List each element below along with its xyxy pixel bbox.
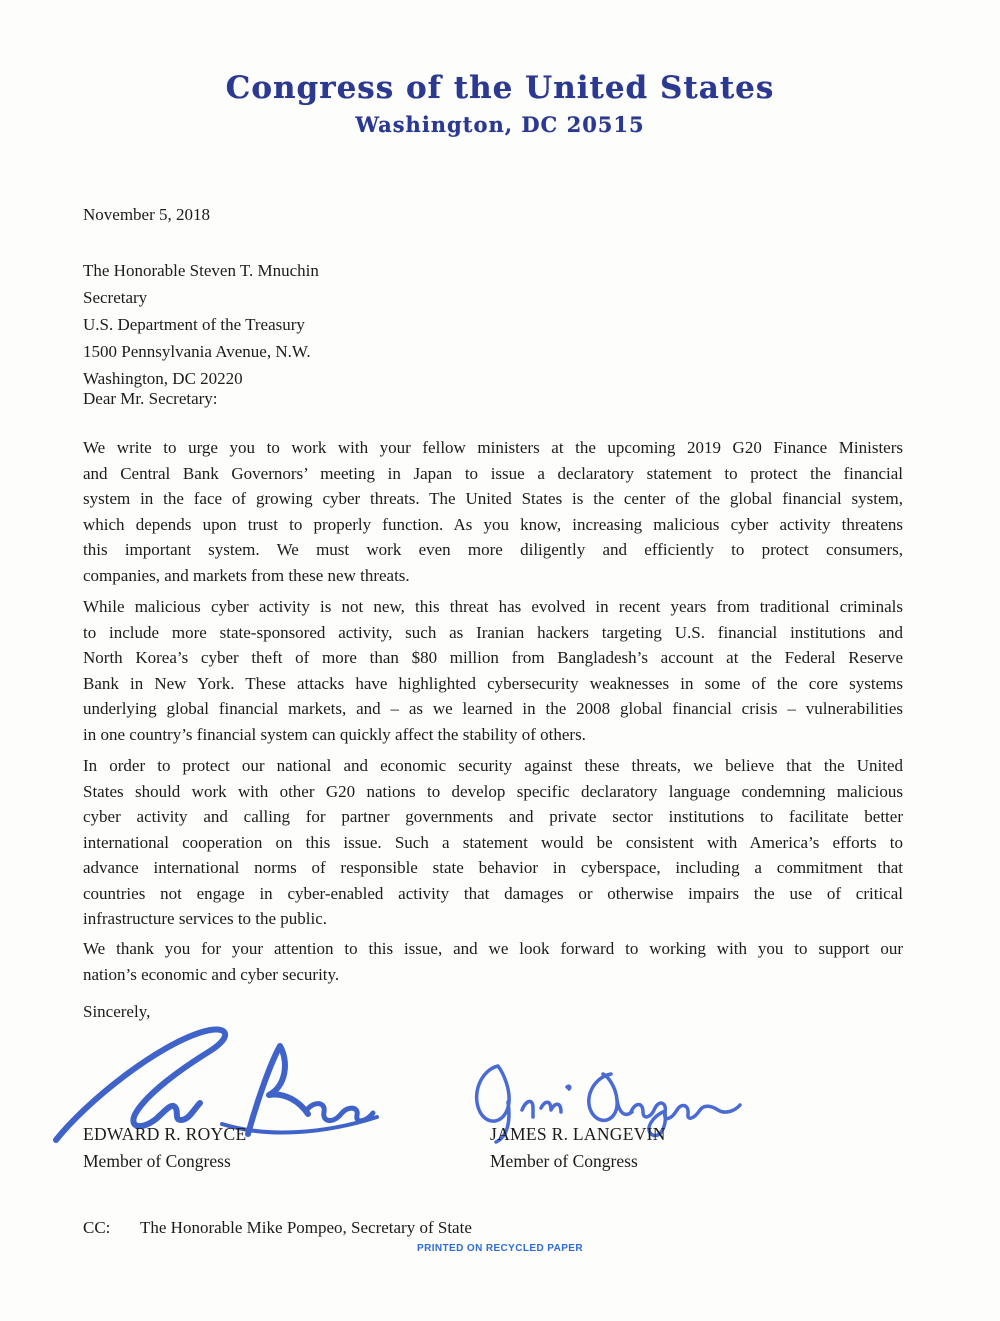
text-line: The Honorable Steven T. Mnuchin: [83, 261, 319, 280]
royce-printed-name: EDWARD R. ROYCE: [83, 1124, 247, 1144]
letterhead-subtitle: Washington, DC 20515: [355, 112, 645, 137]
langevin-title: Member of Congress: [490, 1151, 638, 1171]
text-line: international cooperation on this issue. Such a statement would be consistent with America’s efforts to: [83, 832, 903, 852]
text-line: infrastructure services to the public.: [83, 909, 328, 928]
cc-label: CC:: [83, 1218, 111, 1237]
text-line: this important system. We must work even more diligently and efficiently to protect consumers,: [83, 540, 903, 559]
royce-title: Member of Congress: [83, 1151, 231, 1171]
text-line: States should work with other G20 nations to develop specific declaratory language condemning malicious: [83, 781, 903, 801]
salutation: Dear Mr. Secretary:: [83, 389, 218, 408]
langevin-printed-name: JAMES R. LANGEVIN: [490, 1124, 666, 1144]
text-line: advance international norms of responsible state behavior in cyberspace, including a commitment that: [83, 858, 903, 877]
text-line: Secretary: [83, 288, 148, 307]
recycled-paper-note: PRINTED ON RECYCLED PAPER: [417, 1243, 583, 1254]
text-line: and Central Bank Governors’ meeting in Japan to issue a declaratory statement to protect the financial: [83, 463, 903, 483]
text-line: U.S. Department of the Treasury: [83, 315, 305, 334]
text-line: While malicious cyber activity is not new, this threat has evolved in recent years from traditional criminals: [83, 597, 903, 616]
body-paragraph-2: [83, 594, 903, 747]
text-line: to include more state-sponsored activity, such as Iranian hackers targeting U.S. financial institutions and: [83, 622, 903, 642]
text-line: In order to protect our national and economic security against these threats, we believe that the United: [83, 756, 903, 775]
text-line: Washington, DC 20220: [83, 369, 243, 388]
cc-text: The Honorable Mike Pompeo, Secretary of State: [140, 1218, 472, 1237]
text-line: which depends upon trust to properly function. As you know, increasing malicious cyber activity threatens: [83, 514, 903, 534]
text-line: system in the face of growing cyber threats. The United States is the center of the global financial system,: [83, 489, 903, 508]
text-line: We write to urge you to work with your fellow ministers at the upcoming 2019 G20 Finance Ministers: [83, 438, 903, 457]
recipient-address: [83, 257, 903, 392]
text-line: in one country’s financial system can quickly affect the stability of others.: [83, 724, 586, 744]
cc-line: [83, 1218, 903, 1238]
text-line: countries not engage in cyber-enabled activity that damages or otherwise impairs the use of critical: [83, 883, 903, 903]
body-paragraph-3: [83, 753, 903, 932]
text-line: nation’s economic and cyber security.: [83, 964, 340, 984]
text-line: underlying global financial markets, and – as we learned in the 2008 global financial crisis – vulnerabilities: [83, 699, 903, 718]
text-line: 1500 Pennsylvania Avenue, N.W.: [83, 342, 311, 361]
letterhead-title: Congress of the United States: [225, 70, 775, 106]
text-line: cyber activity and calling for partner governments and private sector institutions to facilitate better: [83, 807, 903, 826]
body-paragraph-4: [83, 936, 903, 987]
body-paragraph-1: [83, 435, 903, 588]
text-line: Bank in New York. These attacks have highlighted cybersecurity weaknesses in some of the core systems: [83, 673, 903, 693]
closing: Sincerely,: [83, 1002, 151, 1021]
text-line: We thank you for your attention to this issue, and we look forward to working with you to support our: [83, 939, 903, 958]
text-line: North Korea’s cyber theft of more than $80 million from Bangladesh’s account at the Federal Reserve: [83, 648, 903, 667]
letterhead: [0, 70, 1000, 137]
date-line: November 5, 2018: [83, 205, 211, 224]
text-line: companies, and markets from these new threats.: [83, 565, 410, 585]
